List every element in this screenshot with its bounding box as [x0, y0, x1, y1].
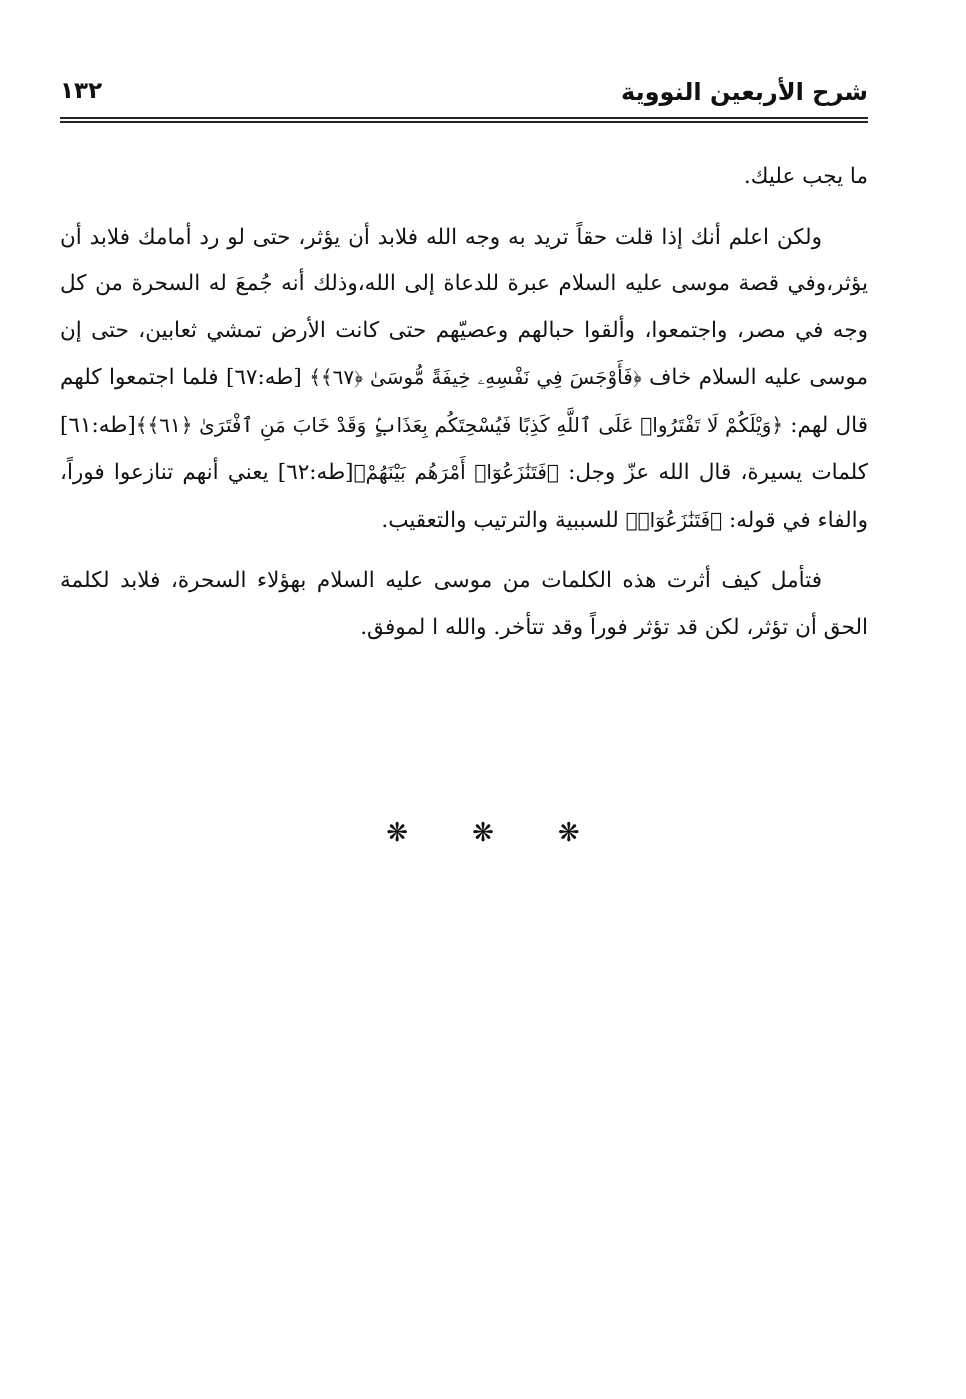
quran-verse-4: ﴿فَتَنَٰزَعُوٓا۟﴾: [625, 507, 723, 532]
paragraph-2-text-1: ولكن اعلم أنك إذا قلت حقاً تريد به وجه الله فلابد أن يؤثر، حتى لو رد أمامك فلابد أن يؤثر،وفي قصة موسى عليه السلام عبرة للدعاة إلى الله،وذلك أنه جُمعَ له السحرة من كل وجه في مصر، واجتمعوا، وألقوا حبالهم وعصيّهم حتى كانت الأرض تمشي ثعابين، حتى إن موسى عليه السلام خاف: [60, 224, 868, 390]
paragraph-1: ما يجب عليك.: [743, 164, 868, 189]
header-rule: [60, 117, 868, 123]
paragraph-2-text-2: [طه:٦٧] فلما اجتمعوا كلهم قال لهم:: [60, 365, 868, 438]
paragraph-3: فتأمل كيف أثرت هذه الكلمات من موسى عليه السلام بهؤلاء السحرة، فلابد لكلمة الحق أن تؤثر، لكن قد تؤثر فوراً وقد تتأخر. والله ا لموفق.: [60, 568, 868, 640]
paragraph-2: [60, 215, 868, 545]
asterisk-icon: ❋: [557, 818, 580, 848]
paragraph-2-text-3: [طه:٦١] كلمات يسيرة، قال الله عزّ وجل:: [60, 412, 868, 485]
quran-verse-3: ﴿فَتَنَٰزَعُوٓا۟ أَمْرَهُم بَيْنَهُمْ﴾: [353, 460, 559, 484]
asterisk-icon: ❋: [386, 818, 409, 848]
page-number: ١٣٢: [60, 78, 103, 104]
asterisk-icon: ❋: [472, 818, 494, 848]
running-title: شرح الأربعين النووية: [621, 78, 868, 106]
quran-verse-2: ﴿وَيْلَكُمْ لَا تَفْتَرُوا۟ عَلَى ٱللَّهِ كَذِبًا فَيُسْحِتَكُم بِعَذَابٍۢ وَقَدْ خَابَ مَنِ ٱفْتَرَىٰ ﴿٦١﴾﴾: [135, 412, 784, 437]
body-text: [60, 154, 868, 665]
paragraph-2-text-5: للسببية والترتيب والتعقيب.: [381, 507, 626, 533]
section-separator: [0, 818, 966, 848]
paragraph-2-text-4: [طه:٦٢] يعني أنهم تنازعوا فوراً، والفاء في قوله:: [60, 460, 868, 533]
quran-verse-1: ﴿فَأَوْجَسَ فِي نَفْسِهِۦ خِيفَةً مُّوسَىٰ ﴿٦٧﴾﴾: [309, 365, 642, 389]
page-header: [60, 76, 868, 116]
